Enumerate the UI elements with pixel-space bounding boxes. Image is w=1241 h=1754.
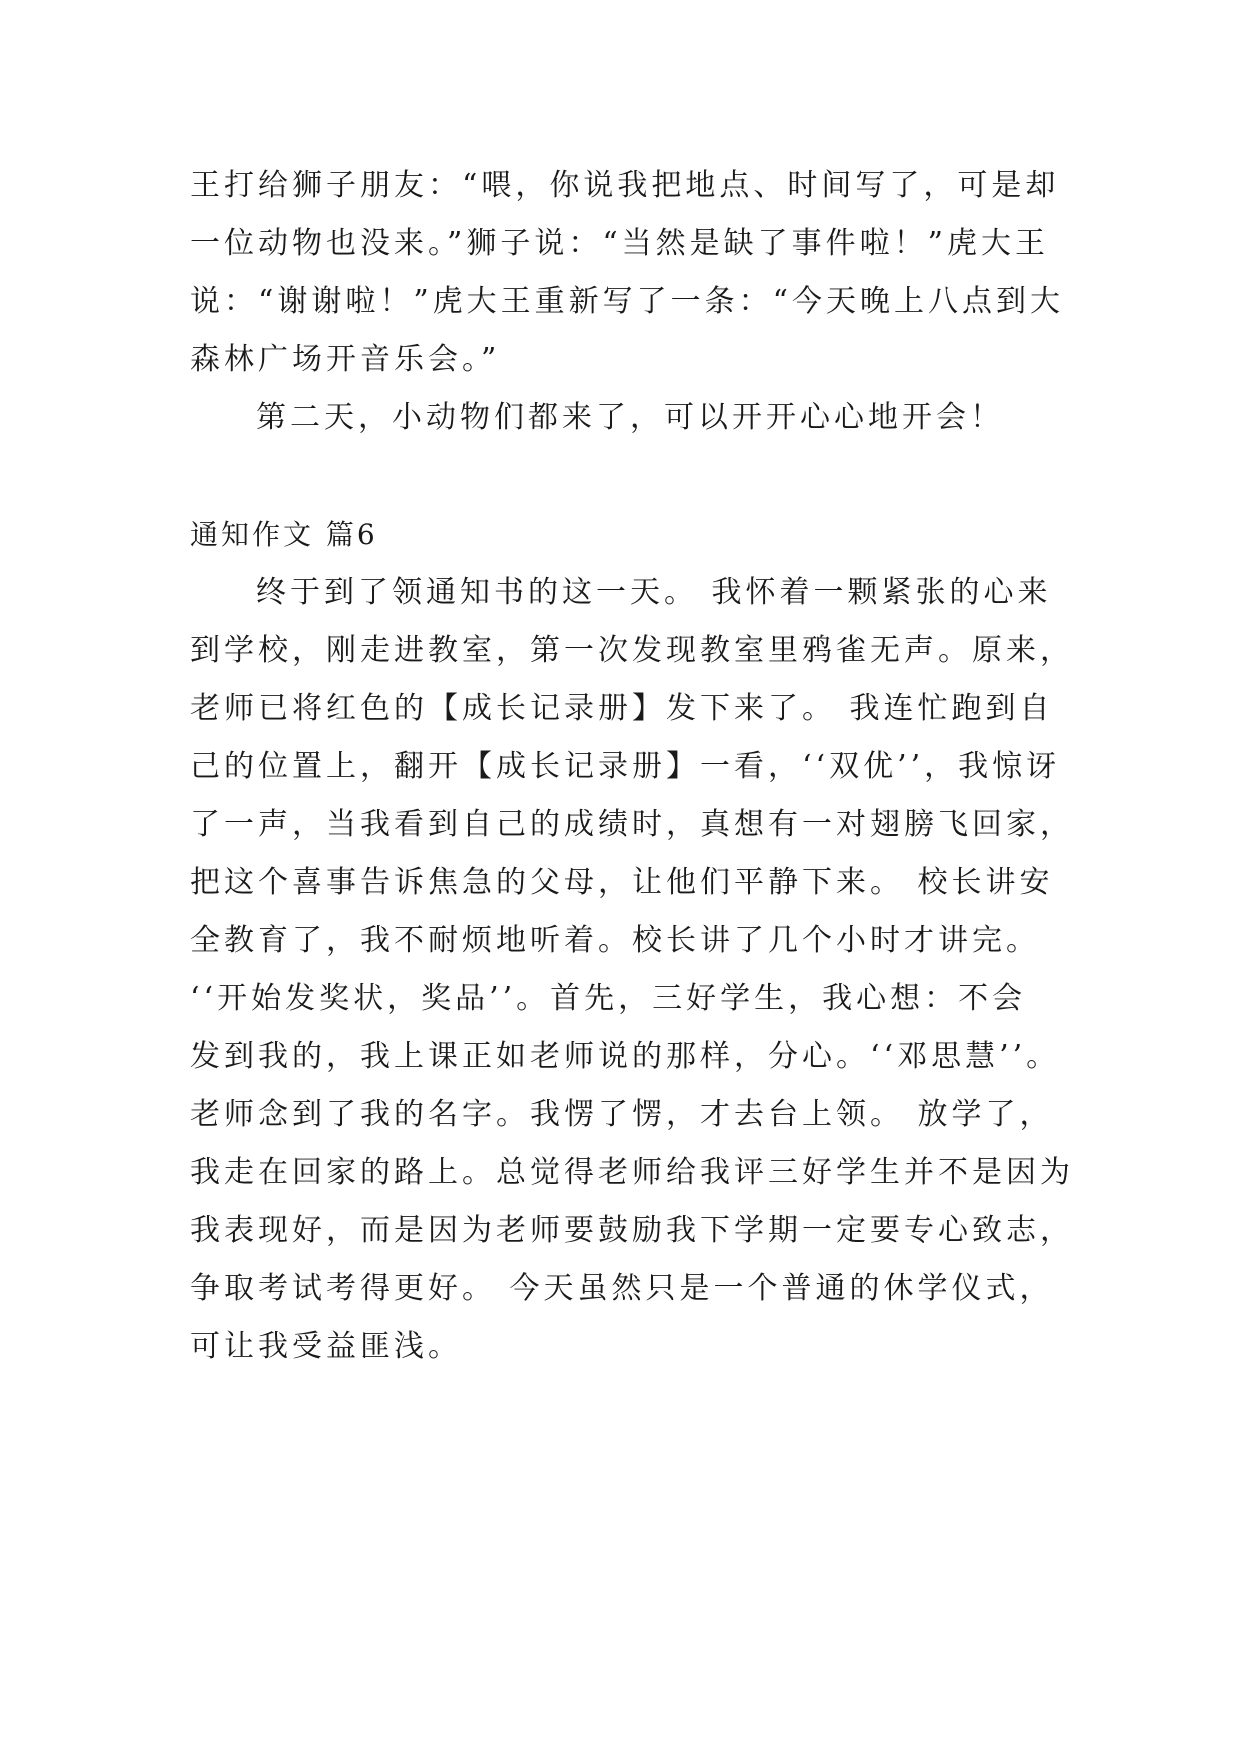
paragraph-line: 一位动物也没来。”狮子说：“当然是缺了事件啦！”虎大王 [190, 226, 1050, 261]
paragraph-line: 说：“谢谢啦！”虎大王重新写了一条：“今天晚上八点到大 [190, 284, 1065, 319]
paragraph-line: 把这个喜事告诉焦急的父母，让他们平静下来。 校长讲安 [190, 865, 1054, 900]
paragraph-line: 己的位置上，翻开【成长记录册】一看，‘‘双优’’，我惊讶 [190, 749, 1061, 784]
closing-paragraph: 第二天，小动物们都来了，可以开开心心地开会！ [256, 400, 1004, 435]
paragraph-line: 老师念到了我的名字。我愣了愣，才去台上领。 放学了， [190, 1097, 1054, 1132]
paragraph-line: 终于到了领通知书的这一天。 我怀着一颗紧张的心来 [256, 575, 1052, 610]
previous-essay-ending [190, 157, 1070, 447]
paragraph-line: 王打给狮子朋友：“喂，你说我把地点、时间写了，可是却 [190, 168, 1060, 203]
paragraph-line: 我表现好，而是因为老师要鼓励我下学期一定要专心致志， [190, 1213, 1074, 1248]
paragraph-line: 老师已将红色的【成长记录册】发下来了。 我连忙跑到自 [190, 691, 1054, 726]
paragraph-line: 了一声，当我看到自己的成绩时，真想有一对翅膀飞回家， [190, 807, 1074, 842]
paragraph-line: 全教育了，我不耐烦地听着。校长讲了几个小时才讲完。 [190, 923, 1040, 958]
paragraph-line: ‘‘开始发奖状，奖品’’。首先，三好学生，我心想：不会 [190, 981, 1027, 1016]
paragraph-line: 发到我的，我上课正如老师说的那样，分心。‘‘邓思慧’’。 [190, 1039, 1061, 1074]
paragraph-line: 森林广场开音乐会。” [190, 342, 501, 377]
paragraph-line: 到学校，刚走进教室，第一次发现教室里鸦雀无声。原来， [190, 633, 1074, 668]
essay-section-6 [190, 506, 1074, 1376]
paragraph-line: 争取考试考得更好。 今天虽然只是一个普通的休学仪式， [190, 1271, 1054, 1306]
section-heading: 通知作文 篇6 [190, 518, 378, 551]
paragraph-line: 可让我受益匪浅。 [190, 1329, 462, 1364]
paragraph-line: 我走在回家的路上。总觉得老师给我评三好学生并不是因为 [190, 1155, 1074, 1190]
